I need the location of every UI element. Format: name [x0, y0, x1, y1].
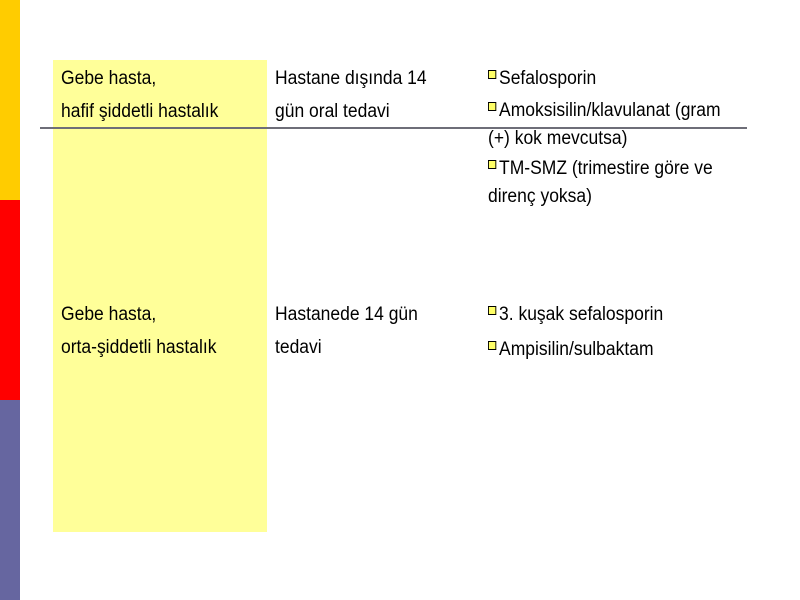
- treatment-text: Amoksisilin/klavulanat (gram: [499, 100, 721, 121]
- row1-patient-cell: [61, 62, 218, 128]
- treatment-text-continued: direnç yoksa): [488, 186, 592, 207]
- row2-setting-line1: Hastanede 14 gün: [275, 304, 418, 325]
- row2-patient-cell: [61, 298, 216, 364]
- accent-stripe-purple: [0, 400, 20, 600]
- accent-stripe-red: [0, 200, 20, 400]
- row2-setting-cell: [275, 298, 418, 364]
- treatment-text: Sefalosporin: [499, 68, 597, 89]
- treatment-item: [488, 97, 736, 153]
- treatment-item: [488, 298, 736, 331]
- row2-patient-line1: Gebe hasta,: [61, 304, 157, 325]
- hollow-square-bullet-icon: [488, 70, 496, 79]
- row1-patient-line1: Gebe hasta,: [61, 68, 157, 89]
- accent-stripe-yellow: [0, 0, 20, 200]
- treatment-text: TM-SMZ (trimestire göre ve: [499, 158, 713, 179]
- hollow-square-bullet-icon: [488, 306, 496, 315]
- row1-setting-line1: Hastane dışında 14: [275, 68, 427, 89]
- hollow-square-bullet-icon: [488, 160, 496, 169]
- treatment-text: Ampisilin/sulbaktam: [499, 339, 654, 360]
- treatment-text: 3. kuşak sefalosporin: [499, 304, 664, 325]
- row1-setting-cell: [275, 62, 427, 128]
- row2-patient-line2: orta-şiddetli hastalık: [61, 337, 217, 358]
- row2-setting-line2: tedavi: [275, 337, 322, 358]
- hollow-square-bullet-icon: [488, 102, 496, 111]
- row1-treatment-list: [488, 62, 736, 213]
- treatment-text-continued: (+) kok mevcutsa): [488, 128, 628, 149]
- hollow-square-bullet-icon: [488, 341, 496, 350]
- treatment-item: [488, 62, 736, 95]
- patient-column-highlight: [53, 60, 267, 532]
- row1-setting-line2: gün oral tedavi: [275, 101, 390, 122]
- treatment-item: [488, 155, 736, 211]
- row2-treatment-list: [488, 298, 736, 368]
- treatment-item: [488, 333, 736, 366]
- row1-patient-line2: hafif şiddetli hastalık: [61, 101, 219, 122]
